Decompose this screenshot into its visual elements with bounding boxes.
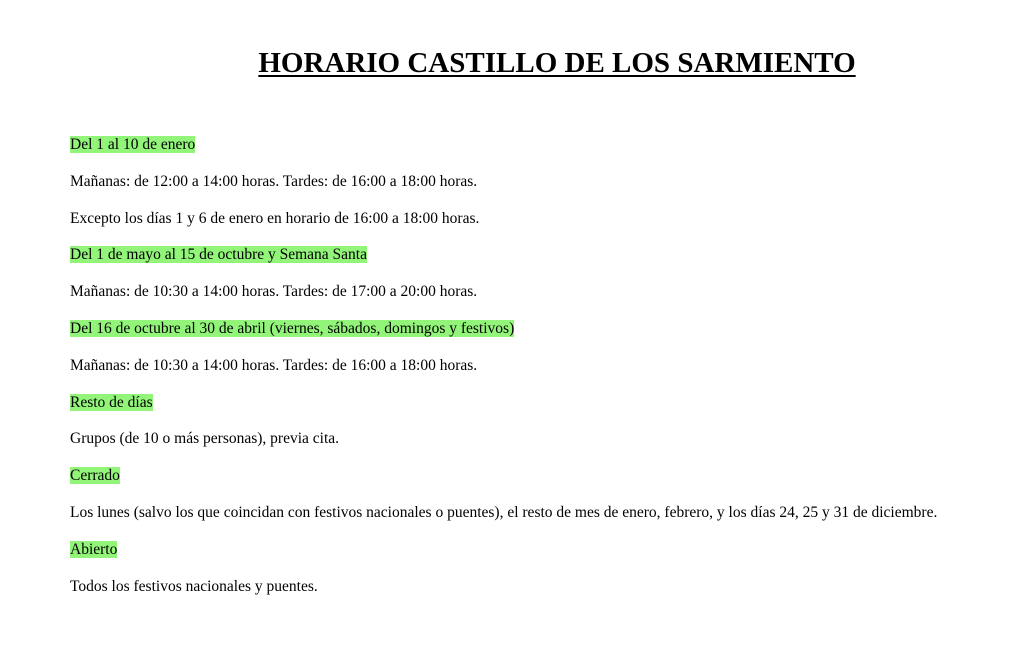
section-heading-text: Del 1 de mayo al 15 de octubre y Semana Santa [70,246,367,264]
section-heading-abierto [70,539,1010,576]
section-heading-text: Del 1 al 10 de enero [70,136,196,153]
paragraph-text: Mañanas: de 10:30 a 14:00 horas. Tardes: de 17:00 a 20:00 horas. [70,283,478,301]
document-title: HORARIO CASTILLO DE LOS SARMIENTO [258,47,856,79]
paragraph [70,171,1010,208]
paragraph-text: Mañanas: de 10:30 a 14:00 horas. Tardes: de 16:00 a 18:00 horas. [70,356,478,374]
section-heading-text: Abierto [70,540,118,558]
section-heading-text: Resto de días [70,393,153,411]
paragraph [70,576,1010,613]
section-heading-text: Del 16 de octubre al 30 de abril (viernes, sábados, domingos y festivos) [70,319,515,337]
paragraph-text: Los lunes (salvo los que coincidan con festivos nacionales o puentes), el resto de mes de enero, febrero, y los días 24, 25 y 31 de diciembre. [70,503,938,521]
paragraph-text: Mañanas: de 12:00 a 14:00 horas. Tardes: de 16:00 a 18:00 horas. [70,172,478,190]
section-heading-resto [70,392,1010,429]
paragraph-text: Excepto los días 1 y 6 de enero en horario de 16:00 a 18:00 horas. [70,209,480,227]
paragraph [70,355,1010,392]
section-heading-enero [70,134,1010,171]
section-heading-cerrado [70,465,1010,502]
paragraph [70,502,1010,539]
paragraph [70,281,1010,318]
paragraph-text: Todos los festivos nacionales y puentes. [70,577,318,595]
paragraph [70,428,1010,465]
paragraph [70,208,1010,245]
section-heading-verano [70,244,1010,281]
paragraph-text: Grupos (de 10 o más personas), previa cita. [70,430,340,448]
section-heading-invierno [70,318,1010,355]
document-body [70,134,1010,612]
section-heading-text: Cerrado [70,467,120,485]
